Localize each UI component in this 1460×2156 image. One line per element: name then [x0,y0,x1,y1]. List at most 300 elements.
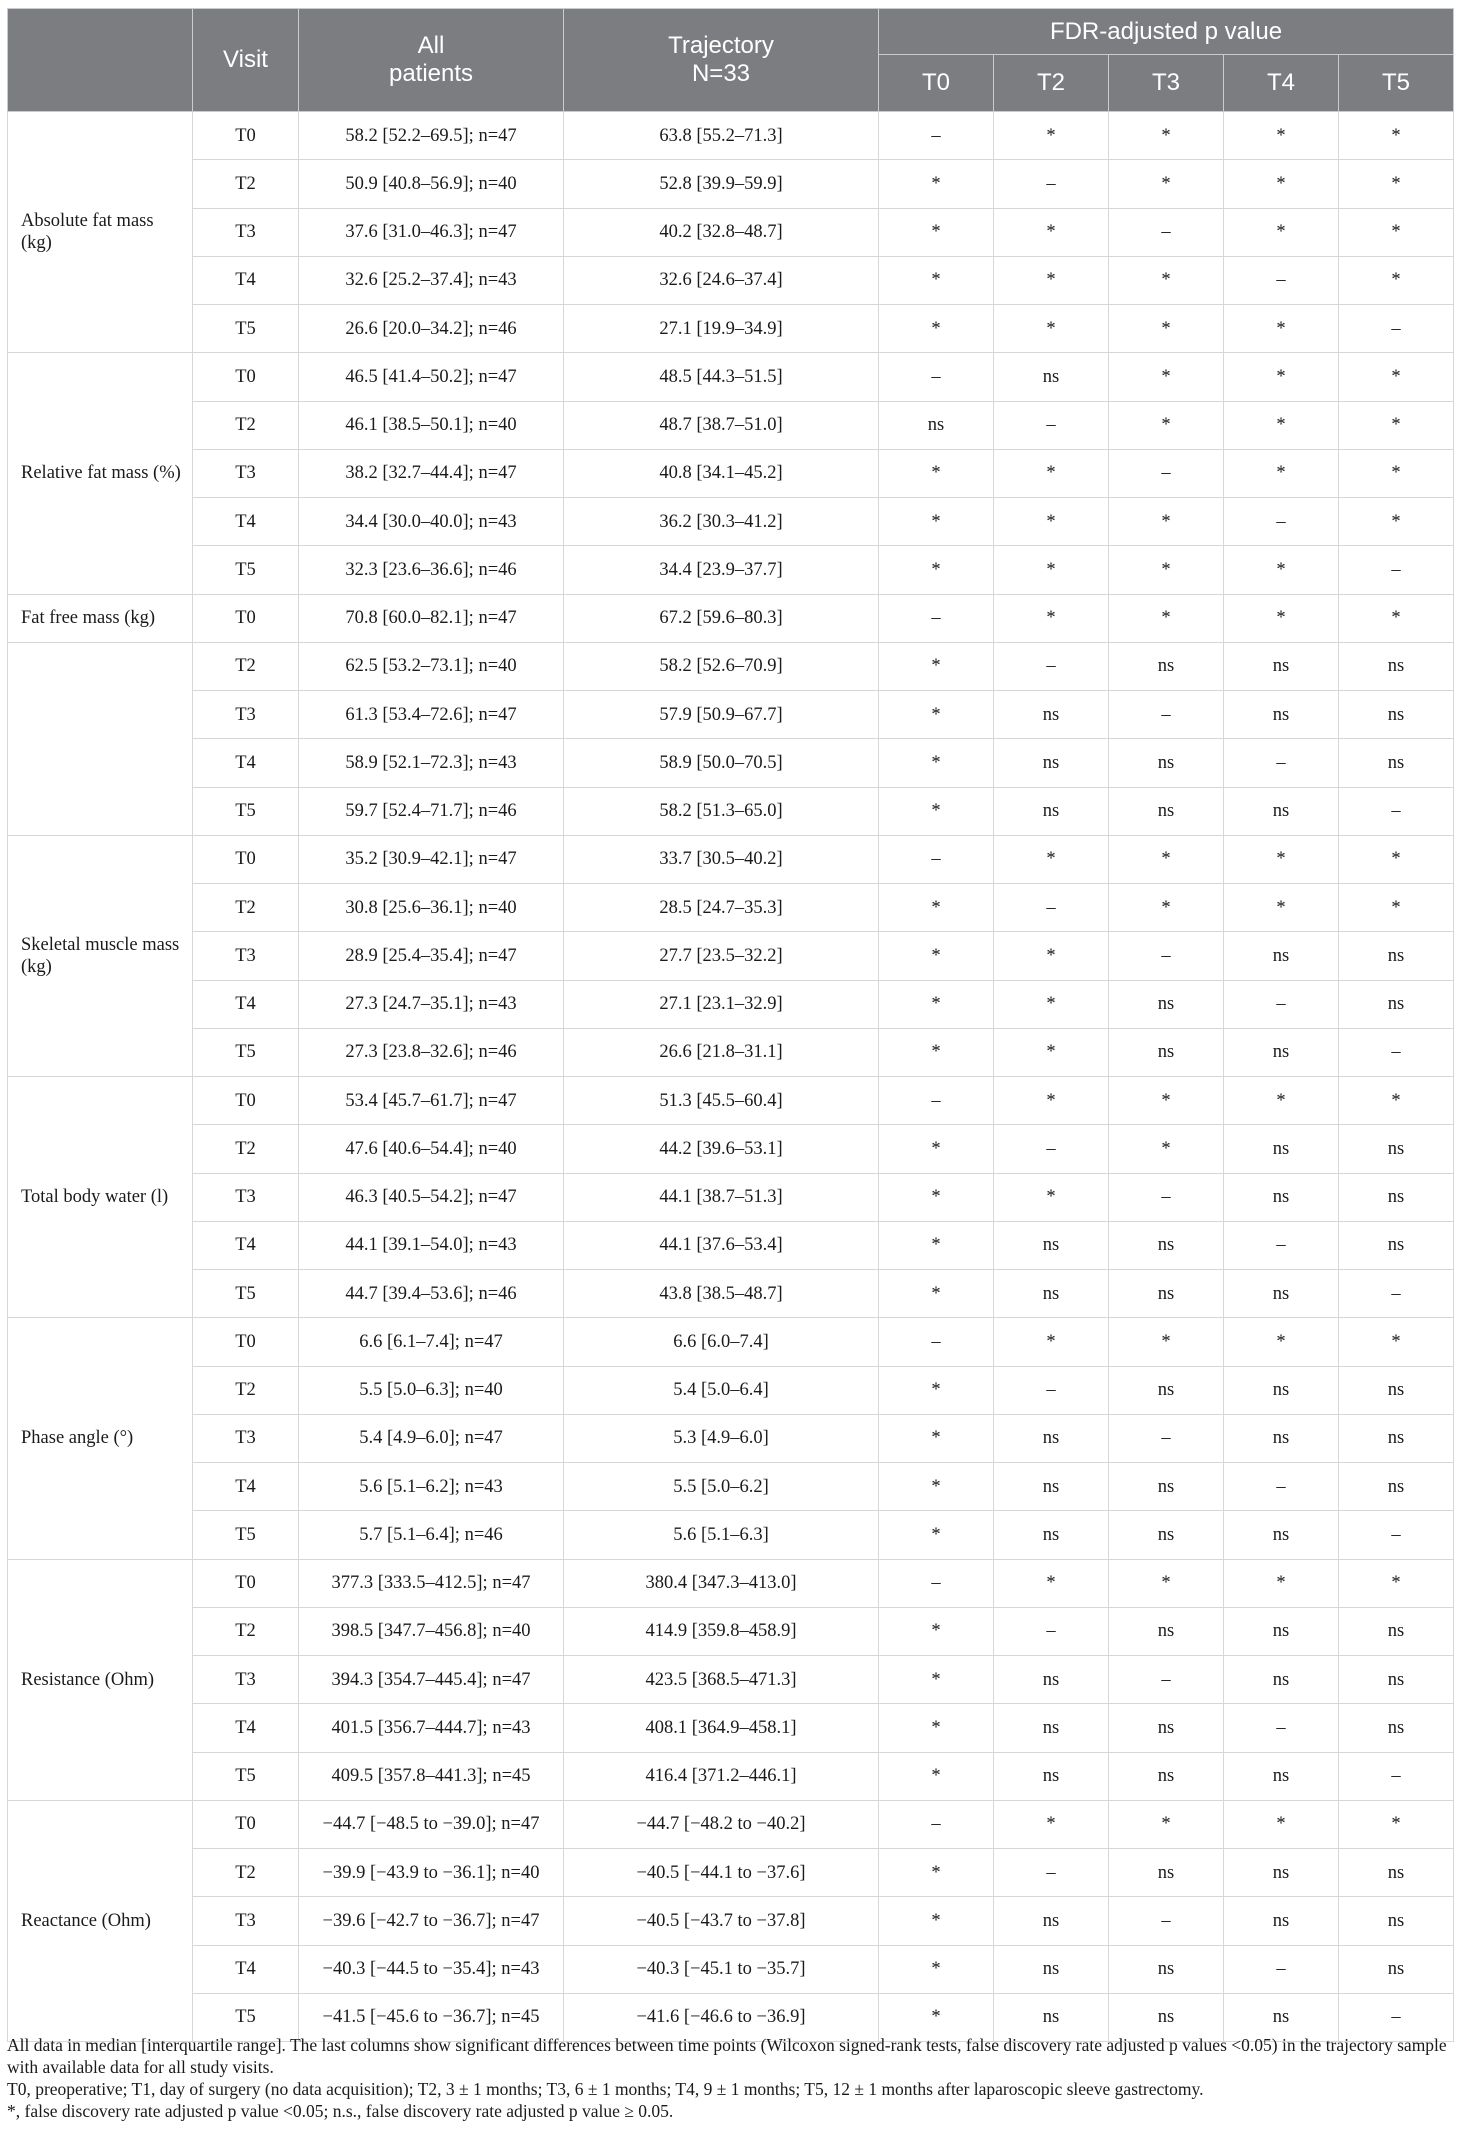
fdr-p-cell: ns [1109,1028,1224,1076]
fdr-p-cell: ns [994,1704,1109,1752]
fdr-p-cell: * [1339,1800,1454,1848]
table-row [8,1366,1454,1414]
all-patients-cell: 6.6 [6.1–7.4]; n=47 [299,1318,564,1366]
fdr-p-cell: * [879,691,994,739]
results-table [7,8,1454,2042]
fdr-p-cell: ns [994,1511,1109,1559]
fdr-p-cell: * [879,1414,994,1462]
fdr-p-cell: ns [1224,1511,1339,1559]
fdr-p-cell: ns [1339,1945,1454,1993]
fdr-p-cell: * [879,1704,994,1752]
visit-cell: T2 [193,1607,299,1655]
fdr-p-cell: ns [1109,1849,1224,1897]
fdr-p-cell: – [1224,739,1339,787]
fdr-p-cell: ns [994,1414,1109,1462]
header-all-patients-line1: All [417,32,445,59]
fdr-p-cell: * [879,1752,994,1800]
table-row [8,1028,1454,1076]
all-patients-cell: 32.3 [23.6–36.6]; n=46 [299,546,564,594]
trajectory-cell: 27.1 [19.9–34.9] [564,305,879,353]
fdr-p-cell: ns [1224,1849,1339,1897]
header-blank [8,9,193,112]
trajectory-cell: −40.5 [−44.1 to −37.6] [564,1849,879,1897]
fdr-p-cell: * [994,835,1109,883]
fdr-p-cell: * [879,642,994,690]
table-row [8,1800,1454,1848]
table-row [8,1414,1454,1462]
fdr-p-cell: – [1109,932,1224,980]
visit-cell: T2 [193,1849,299,1897]
fdr-p-cell: * [1109,1077,1224,1125]
fdr-p-cell: * [1224,401,1339,449]
fdr-p-cell: ns [1224,1656,1339,1704]
fdr-p-cell: * [879,1656,994,1704]
all-patients-cell: 5.6 [5.1–6.2]; n=43 [299,1463,564,1511]
table-row [8,1656,1454,1704]
table-row [8,1704,1454,1752]
fdr-p-cell: * [1109,353,1224,401]
visit-cell: T3 [193,932,299,980]
fdr-p-cell: – [1339,1752,1454,1800]
trajectory-cell: 423.5 [368.5–471.3] [564,1656,879,1704]
row-group-label: Relative fat mass (%) [8,353,193,594]
fdr-p-cell: – [1224,1945,1339,1993]
fdr-p-cell: * [879,1993,994,2041]
fdr-p-cell: ns [1224,787,1339,835]
table-row [8,739,1454,787]
table-row [8,980,1454,1028]
fdr-p-cell: * [1339,449,1454,497]
row-group-label: Resistance (Ohm) [8,1559,193,1800]
visit-cell: T0 [193,835,299,883]
fdr-p-cell: * [994,1318,1109,1366]
fdr-p-cell: ns [1339,1463,1454,1511]
trajectory-cell: 48.5 [44.3–51.5] [564,353,879,401]
fdr-p-cell: * [1339,594,1454,642]
trajectory-cell: 32.6 [24.6–37.4] [564,256,879,304]
fdr-p-cell: – [994,884,1109,932]
table-row [8,642,1454,690]
fdr-p-cell: * [879,1607,994,1655]
table-row [8,1173,1454,1221]
row-group-label: Total body water (l) [8,1077,193,1318]
trajectory-cell: 28.5 [24.7–35.3] [564,884,879,932]
fdr-p-cell: * [1109,256,1224,304]
all-patients-cell: 46.1 [38.5–50.1]; n=40 [299,401,564,449]
fdr-p-cell: – [1339,1993,1454,2041]
fdr-p-cell: ns [1109,1752,1224,1800]
trajectory-cell: 26.6 [21.8–31.1] [564,1028,879,1076]
fdr-p-cell: * [994,112,1109,160]
table-row [8,546,1454,594]
fdr-p-cell: * [879,1945,994,1993]
visit-cell: T3 [193,1173,299,1221]
fdr-p-cell: ns [879,401,994,449]
table-row [8,449,1454,497]
fdr-p-cell: * [1109,1318,1224,1366]
fdr-p-cell: ns [1339,1221,1454,1269]
fdr-p-cell: * [879,1221,994,1269]
fdr-p-cell: * [879,498,994,546]
all-patients-cell: 5.5 [5.0–6.3]; n=40 [299,1366,564,1414]
fdr-p-cell: * [1109,1125,1224,1173]
header-all-patients [299,9,564,112]
header-trajectory-line1: Trajectory [668,32,774,59]
fdr-p-cell: ns [1339,932,1454,980]
trajectory-cell: 43.8 [38.5–48.7] [564,1270,879,1318]
fdr-p-cell: – [1224,256,1339,304]
fdr-p-cell: – [1339,787,1454,835]
visit-cell: T4 [193,1463,299,1511]
table-row [8,1897,1454,1945]
fdr-p-cell: – [994,1607,1109,1655]
fdr-p-cell: – [1224,1221,1339,1269]
table-container [7,8,1453,2042]
visit-cell: T3 [193,208,299,256]
fdr-p-cell: ns [1339,980,1454,1028]
table-footnotes [7,2034,1453,2122]
all-patients-cell: −39.6 [−42.7 to −36.7]; n=47 [299,1897,564,1945]
all-patients-cell: 26.6 [20.0–34.2]; n=46 [299,305,564,353]
table-row [8,305,1454,353]
visit-cell: T5 [193,787,299,835]
fdr-p-cell: ns [1339,1704,1454,1752]
fdr-p-cell: ns [1224,1414,1339,1462]
fdr-p-cell: ns [1224,1125,1339,1173]
fdr-p-cell: – [1339,1028,1454,1076]
fdr-p-cell: – [1339,305,1454,353]
fdr-p-cell: * [1224,1318,1339,1366]
fdr-p-cell: * [879,1125,994,1173]
fdr-p-cell: – [994,401,1109,449]
all-patients-cell: 70.8 [60.0–82.1]; n=47 [299,594,564,642]
trajectory-cell: 380.4 [347.3–413.0] [564,1559,879,1607]
header-visit: Visit [193,9,299,112]
fdr-p-cell: * [994,305,1109,353]
fdr-p-cell: ns [994,1656,1109,1704]
table-row [8,1463,1454,1511]
all-patients-cell: −41.5 [−45.6 to −36.7]; n=45 [299,1993,564,2041]
fdr-p-cell: * [1224,835,1339,883]
visit-cell: T0 [193,1077,299,1125]
fdr-p-cell: * [879,884,994,932]
fdr-p-cell: * [1224,449,1339,497]
table-row [8,1318,1454,1366]
fdr-p-cell: * [1224,546,1339,594]
table-row [8,932,1454,980]
fdr-p-cell: * [879,932,994,980]
fdr-p-cell: – [994,1849,1109,1897]
header-fdr-t0: T0 [879,55,994,112]
row-group-label: Skeletal muscle mass (kg) [8,835,193,1076]
table-row [8,1125,1454,1173]
trajectory-cell: 58.2 [51.3–65.0] [564,787,879,835]
all-patients-cell: 37.6 [31.0–46.3]; n=47 [299,208,564,256]
fdr-p-cell: – [1109,208,1224,256]
fdr-p-cell: * [879,1511,994,1559]
table-row [8,498,1454,546]
fdr-p-cell: * [1109,498,1224,546]
row-group-label: Phase angle (°) [8,1318,193,1559]
fdr-p-cell: * [994,1559,1109,1607]
fdr-p-cell: – [1339,1511,1454,1559]
fdr-p-cell: – [879,1559,994,1607]
fdr-p-cell: ns [994,353,1109,401]
header-fdr: FDR-adjusted p value [879,9,1454,55]
fdr-p-cell: – [1109,1414,1224,1462]
all-patients-cell: −44.7 [−48.5 to −39.0]; n=47 [299,1800,564,1848]
row-group-label: Fat free mass (kg) [8,594,193,642]
fdr-p-cell: – [1109,1897,1224,1945]
fdr-p-cell: ns [1109,1993,1224,2041]
fdr-p-cell: * [879,1028,994,1076]
trajectory-cell: 44.2 [39.6–53.1] [564,1125,879,1173]
trajectory-cell: 58.9 [50.0–70.5] [564,739,879,787]
table-header [8,9,1454,112]
fdr-p-cell: * [1224,305,1339,353]
fdr-p-cell: * [1224,112,1339,160]
fdr-p-cell: ns [1109,1511,1224,1559]
trajectory-cell: 5.5 [5.0–6.2] [564,1463,879,1511]
all-patients-cell: 27.3 [23.8–32.6]; n=46 [299,1028,564,1076]
visit-cell: T5 [193,1993,299,2041]
all-patients-cell: 58.9 [52.1–72.3]; n=43 [299,739,564,787]
fdr-p-cell: * [994,1173,1109,1221]
fdr-p-cell: * [1224,1800,1339,1848]
fdr-p-cell: ns [1339,739,1454,787]
fdr-p-cell: ns [1109,1463,1224,1511]
fdr-p-cell: * [879,256,994,304]
visit-cell: T0 [193,1559,299,1607]
header-fdr-t2: T2 [994,55,1109,112]
visit-cell: T2 [193,160,299,208]
fdr-p-cell: – [994,1125,1109,1173]
fdr-p-cell: ns [1109,1704,1224,1752]
all-patients-cell: 5.7 [5.1–6.4]; n=46 [299,1511,564,1559]
table-row [8,353,1454,401]
fdr-p-cell: ns [1339,1173,1454,1221]
visit-cell: T5 [193,1511,299,1559]
trajectory-cell: 36.2 [30.3–41.2] [564,498,879,546]
trajectory-cell: 34.4 [23.9–37.7] [564,546,879,594]
trajectory-cell: 44.1 [37.6–53.4] [564,1221,879,1269]
fdr-p-cell: * [994,546,1109,594]
visit-cell: T3 [193,1656,299,1704]
fdr-p-cell: – [1224,498,1339,546]
all-patients-cell: 44.7 [39.4–53.6]; n=46 [299,1270,564,1318]
fdr-p-cell: * [1339,884,1454,932]
trajectory-cell: 63.8 [55.2–71.3] [564,112,879,160]
fdr-p-cell: ns [1109,1221,1224,1269]
all-patients-cell: 27.3 [24.7–35.1]; n=43 [299,980,564,1028]
trajectory-cell: 51.3 [45.5–60.4] [564,1077,879,1125]
trajectory-cell: 27.7 [23.5–32.2] [564,932,879,980]
fdr-p-cell: ns [994,691,1109,739]
header-trajectory-line2: N=33 [691,60,751,87]
visit-cell: T3 [193,1897,299,1945]
fdr-p-cell: * [1109,160,1224,208]
table-row [8,884,1454,932]
fdr-p-cell: ns [1339,1897,1454,1945]
fdr-p-cell: ns [1109,739,1224,787]
table-row [8,1077,1454,1125]
fdr-p-cell: – [994,642,1109,690]
fdr-p-cell: ns [1339,691,1454,739]
fdr-p-cell: – [879,353,994,401]
all-patients-cell: 50.9 [40.8–56.9]; n=40 [299,160,564,208]
fdr-p-cell: * [1339,1318,1454,1366]
trajectory-cell: 408.1 [364.9–458.1] [564,1704,879,1752]
fdr-p-cell: * [1224,1077,1339,1125]
trajectory-cell: 52.8 [39.9–59.9] [564,160,879,208]
fdr-p-cell: – [879,1800,994,1848]
fdr-p-cell: * [994,980,1109,1028]
trajectory-cell: 5.6 [5.1–6.3] [564,1511,879,1559]
trajectory-cell: 414.9 [359.8–458.9] [564,1607,879,1655]
fdr-p-cell: ns [1339,1607,1454,1655]
all-patients-cell: 5.4 [4.9–6.0]; n=47 [299,1414,564,1462]
table-row [8,787,1454,835]
fdr-p-cell: ns [994,1945,1109,1993]
fdr-p-cell: – [1224,980,1339,1028]
fdr-p-cell: * [994,1028,1109,1076]
fdr-p-cell: * [879,449,994,497]
visit-cell: T0 [193,1800,299,1848]
all-patients-cell: 401.5 [356.7–444.7]; n=43 [299,1704,564,1752]
trajectory-cell: 57.9 [50.9–67.7] [564,691,879,739]
fdr-p-cell: ns [1224,1752,1339,1800]
fdr-p-cell: * [994,449,1109,497]
fdr-p-cell: – [1224,1463,1339,1511]
fdr-p-cell: ns [1109,642,1224,690]
trajectory-cell: 40.8 [34.1–45.2] [564,449,879,497]
fdr-p-cell: – [1109,1173,1224,1221]
fdr-p-cell: ns [1109,1366,1224,1414]
visit-cell: T0 [193,594,299,642]
fdr-p-cell: ns [1224,1897,1339,1945]
trajectory-cell: 67.2 [59.6–80.3] [564,594,879,642]
fdr-p-cell: ns [994,1752,1109,1800]
all-patients-cell: 46.5 [41.4–50.2]; n=47 [299,353,564,401]
fdr-p-cell: ns [1109,1270,1224,1318]
fdr-p-cell: – [994,160,1109,208]
trajectory-cell: 6.6 [6.0–7.4] [564,1318,879,1366]
all-patients-cell: 53.4 [45.7–61.7]; n=47 [299,1077,564,1125]
fdr-p-cell: * [1109,1800,1224,1848]
fdr-p-cell: * [1224,594,1339,642]
fdr-p-cell: ns [1109,1945,1224,1993]
trajectory-cell: −41.6 [−46.6 to −36.9] [564,1993,879,2041]
fdr-p-cell: * [1339,160,1454,208]
fdr-p-cell: – [879,835,994,883]
all-patients-cell: 59.7 [52.4–71.7]; n=46 [299,787,564,835]
fdr-p-cell: * [994,256,1109,304]
visit-cell: T2 [193,642,299,690]
visit-cell: T4 [193,498,299,546]
fdr-p-cell: * [1224,884,1339,932]
fdr-p-cell: * [879,1849,994,1897]
fdr-p-cell: ns [1224,691,1339,739]
visit-cell: T5 [193,1270,299,1318]
fdr-p-cell: ns [1224,642,1339,690]
visit-cell: T0 [193,112,299,160]
all-patients-cell: −40.3 [−44.5 to −35.4]; n=43 [299,1945,564,1993]
header-fdr-t3: T3 [1109,55,1224,112]
fdr-p-cell: ns [994,1993,1109,2041]
visit-cell: T2 [193,1366,299,1414]
fdr-p-cell: ns [994,1270,1109,1318]
visit-cell: T5 [193,546,299,594]
table-row [8,1849,1454,1897]
visit-cell: T2 [193,401,299,449]
all-patients-cell: 47.6 [40.6–54.4]; n=40 [299,1125,564,1173]
visit-cell: T5 [193,305,299,353]
fdr-p-cell: ns [1339,1366,1454,1414]
row-group-label [8,642,193,835]
fdr-p-cell: ns [1224,1366,1339,1414]
fdr-p-cell: * [1109,594,1224,642]
table-row [8,401,1454,449]
fdr-p-cell: * [879,305,994,353]
visit-cell: T3 [193,691,299,739]
visit-cell: T3 [193,449,299,497]
trajectory-cell: 27.1 [23.1–32.9] [564,980,879,1028]
fdr-p-cell: * [1339,1077,1454,1125]
all-patients-cell: 32.6 [25.2–37.4]; n=43 [299,256,564,304]
trajectory-cell: 5.4 [5.0–6.4] [564,1366,879,1414]
fdr-p-cell: ns [1339,1656,1454,1704]
visit-cell: T5 [193,1752,299,1800]
fdr-p-cell: * [994,208,1109,256]
fdr-p-cell: ns [1224,1607,1339,1655]
visit-cell: T4 [193,1221,299,1269]
table-row [8,1559,1454,1607]
fdr-p-cell: ns [994,1897,1109,1945]
table-row [8,112,1454,160]
all-patients-cell: 38.2 [32.7–44.4]; n=47 [299,449,564,497]
fdr-p-cell: ns [1109,1607,1224,1655]
fdr-p-cell: * [1109,112,1224,160]
fdr-p-cell: – [879,1318,994,1366]
visit-cell: T2 [193,884,299,932]
trajectory-cell: −40.5 [−43.7 to −37.8] [564,1897,879,1945]
fdr-p-cell: * [1109,884,1224,932]
table-row [8,1945,1454,1993]
trajectory-cell: −44.7 [−48.2 to −40.2] [564,1800,879,1848]
fdr-p-cell: ns [1339,1849,1454,1897]
fdr-p-cell: * [1339,208,1454,256]
table-row [8,1752,1454,1800]
all-patients-cell: 409.5 [357.8–441.3]; n=45 [299,1752,564,1800]
fdr-p-cell: * [1224,160,1339,208]
table-row [8,1221,1454,1269]
all-patients-cell: −39.9 [−43.9 to −36.1]; n=40 [299,1849,564,1897]
all-patients-cell: 30.8 [25.6–36.1]; n=40 [299,884,564,932]
fdr-p-cell: * [1224,208,1339,256]
fdr-p-cell: ns [994,1221,1109,1269]
visit-cell: T3 [193,1414,299,1462]
row-group-label: Absolute fat mass (kg) [8,112,193,353]
fdr-p-cell: * [1339,112,1454,160]
table-row [8,594,1454,642]
visit-cell: T4 [193,1704,299,1752]
fdr-p-cell: * [879,1897,994,1945]
fdr-p-cell: ns [1339,1125,1454,1173]
header-trajectory [564,9,879,112]
footnote-summary: All data in median [interquartile range]. The last columns show significant differences between time points (Wilcoxon signed-rank tests, false discovery rate adjusted p values <0.05) in the trajectory sample with available data for all study visits. [7,2035,1447,2077]
trajectory-cell: 5.3 [4.9–6.0] [564,1414,879,1462]
table-row [8,691,1454,739]
